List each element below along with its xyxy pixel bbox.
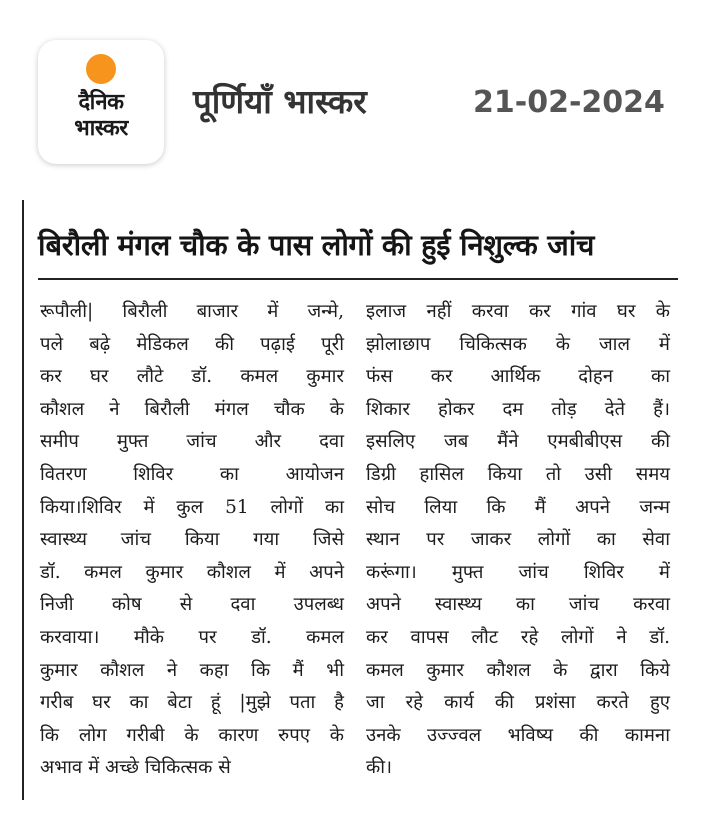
article-text-line: उनके उज्ज्वल भविष्य की कामना — [366, 724, 670, 746]
article-text-line: शिकार होकर दम तोड़ देते हैं। — [366, 398, 670, 420]
article-text-line: कि लोग गरीबी के कारण रुपए के — [40, 724, 344, 746]
logo-text-line2: भास्कर — [74, 116, 128, 141]
dainik-bhaskar-logo — [38, 40, 164, 164]
article-text-line: गरीब घर का बेटा हूं |मुझे पता है — [40, 692, 344, 714]
publication-date: 21-02-2024 — [473, 85, 665, 120]
article-text-line: कुमार कौशल ने कहा कि मैं भी — [40, 659, 344, 681]
article-text-line: स्थान पर जाकर लोगों का सेवा — [366, 529, 670, 551]
article-text-line: कौशल ने बिरौली मंगल चौक के — [40, 398, 344, 420]
article-left-rule — [22, 200, 24, 800]
news-article — [22, 200, 692, 800]
article-text-line: झोलाछाप चिकित्सक के जाल में — [366, 333, 670, 355]
article-text-line: इसलिए जब मैंने एमबीबीएस की — [366, 431, 670, 453]
edition-name: पूर्णियाँ भास्कर — [193, 82, 367, 121]
article-text-line: रूपौली| बिरौली बाजार में जन्मे, — [40, 301, 344, 322]
logo-text-line1: दैनिक — [78, 90, 124, 115]
article-column-1 — [40, 296, 344, 785]
article-text-line: करवाया। मौके पर डॉ. कमल — [40, 626, 344, 648]
article-text-line: अभाव में अच्छे चिकित्सक से — [40, 757, 231, 779]
article-text-line: वितरण शिविर का आयोजन — [40, 463, 344, 485]
article-text-line: समीप मुफ्त जांच और दवा — [40, 431, 344, 453]
article-text-line: सोच लिया कि मैं अपने जन्म — [366, 496, 670, 518]
article-text-line: डिग्री हासिल किया तो उसी समय — [366, 463, 670, 485]
article-text-line: पले बढ़े मेडिकल की पढ़ाई पूरी — [40, 333, 344, 355]
article-text-line: की। — [366, 757, 393, 779]
article-text-line: कर वापस लौट रहे लोगों ने डॉ. — [366, 626, 670, 648]
article-column-2 — [366, 296, 670, 785]
article-text-line: अपने स्वास्थ्य का जांच करवा — [366, 594, 670, 616]
article-text-line: डॉ. कमल कुमार कौशल में अपने — [40, 561, 344, 583]
article-text-line: निजी कोष से दवा उपलब्ध — [40, 594, 344, 616]
page-header — [0, 0, 709, 190]
article-text-line: इलाज नहीं करवा कर गांव घर के — [366, 301, 670, 322]
article-text-line: किया।शिविर में कुल 51 लोगों का — [40, 496, 344, 518]
article-headline: बिरौली मंगल चौक के पास लोगों की हुई निशुल्क जांच — [38, 228, 595, 262]
article-text-line: स्वास्थ्य जांच किया गया जिसे — [40, 529, 344, 551]
headline-divider — [38, 278, 678, 280]
article-text-line: जा रहे कार्य की प्रशंसा करते हुए — [366, 692, 670, 714]
article-text-line: कर घर लौटे डॉ. कमल कुमार — [40, 366, 344, 388]
article-text-line: फंस कर आर्थिक दोहन का — [366, 366, 670, 388]
article-text-line: करूंगा। मुफ्त जांच शिविर में — [366, 561, 670, 583]
sun-icon — [86, 54, 116, 84]
article-text-line: कमल कुमार कौशल के द्वारा किये — [366, 659, 670, 681]
